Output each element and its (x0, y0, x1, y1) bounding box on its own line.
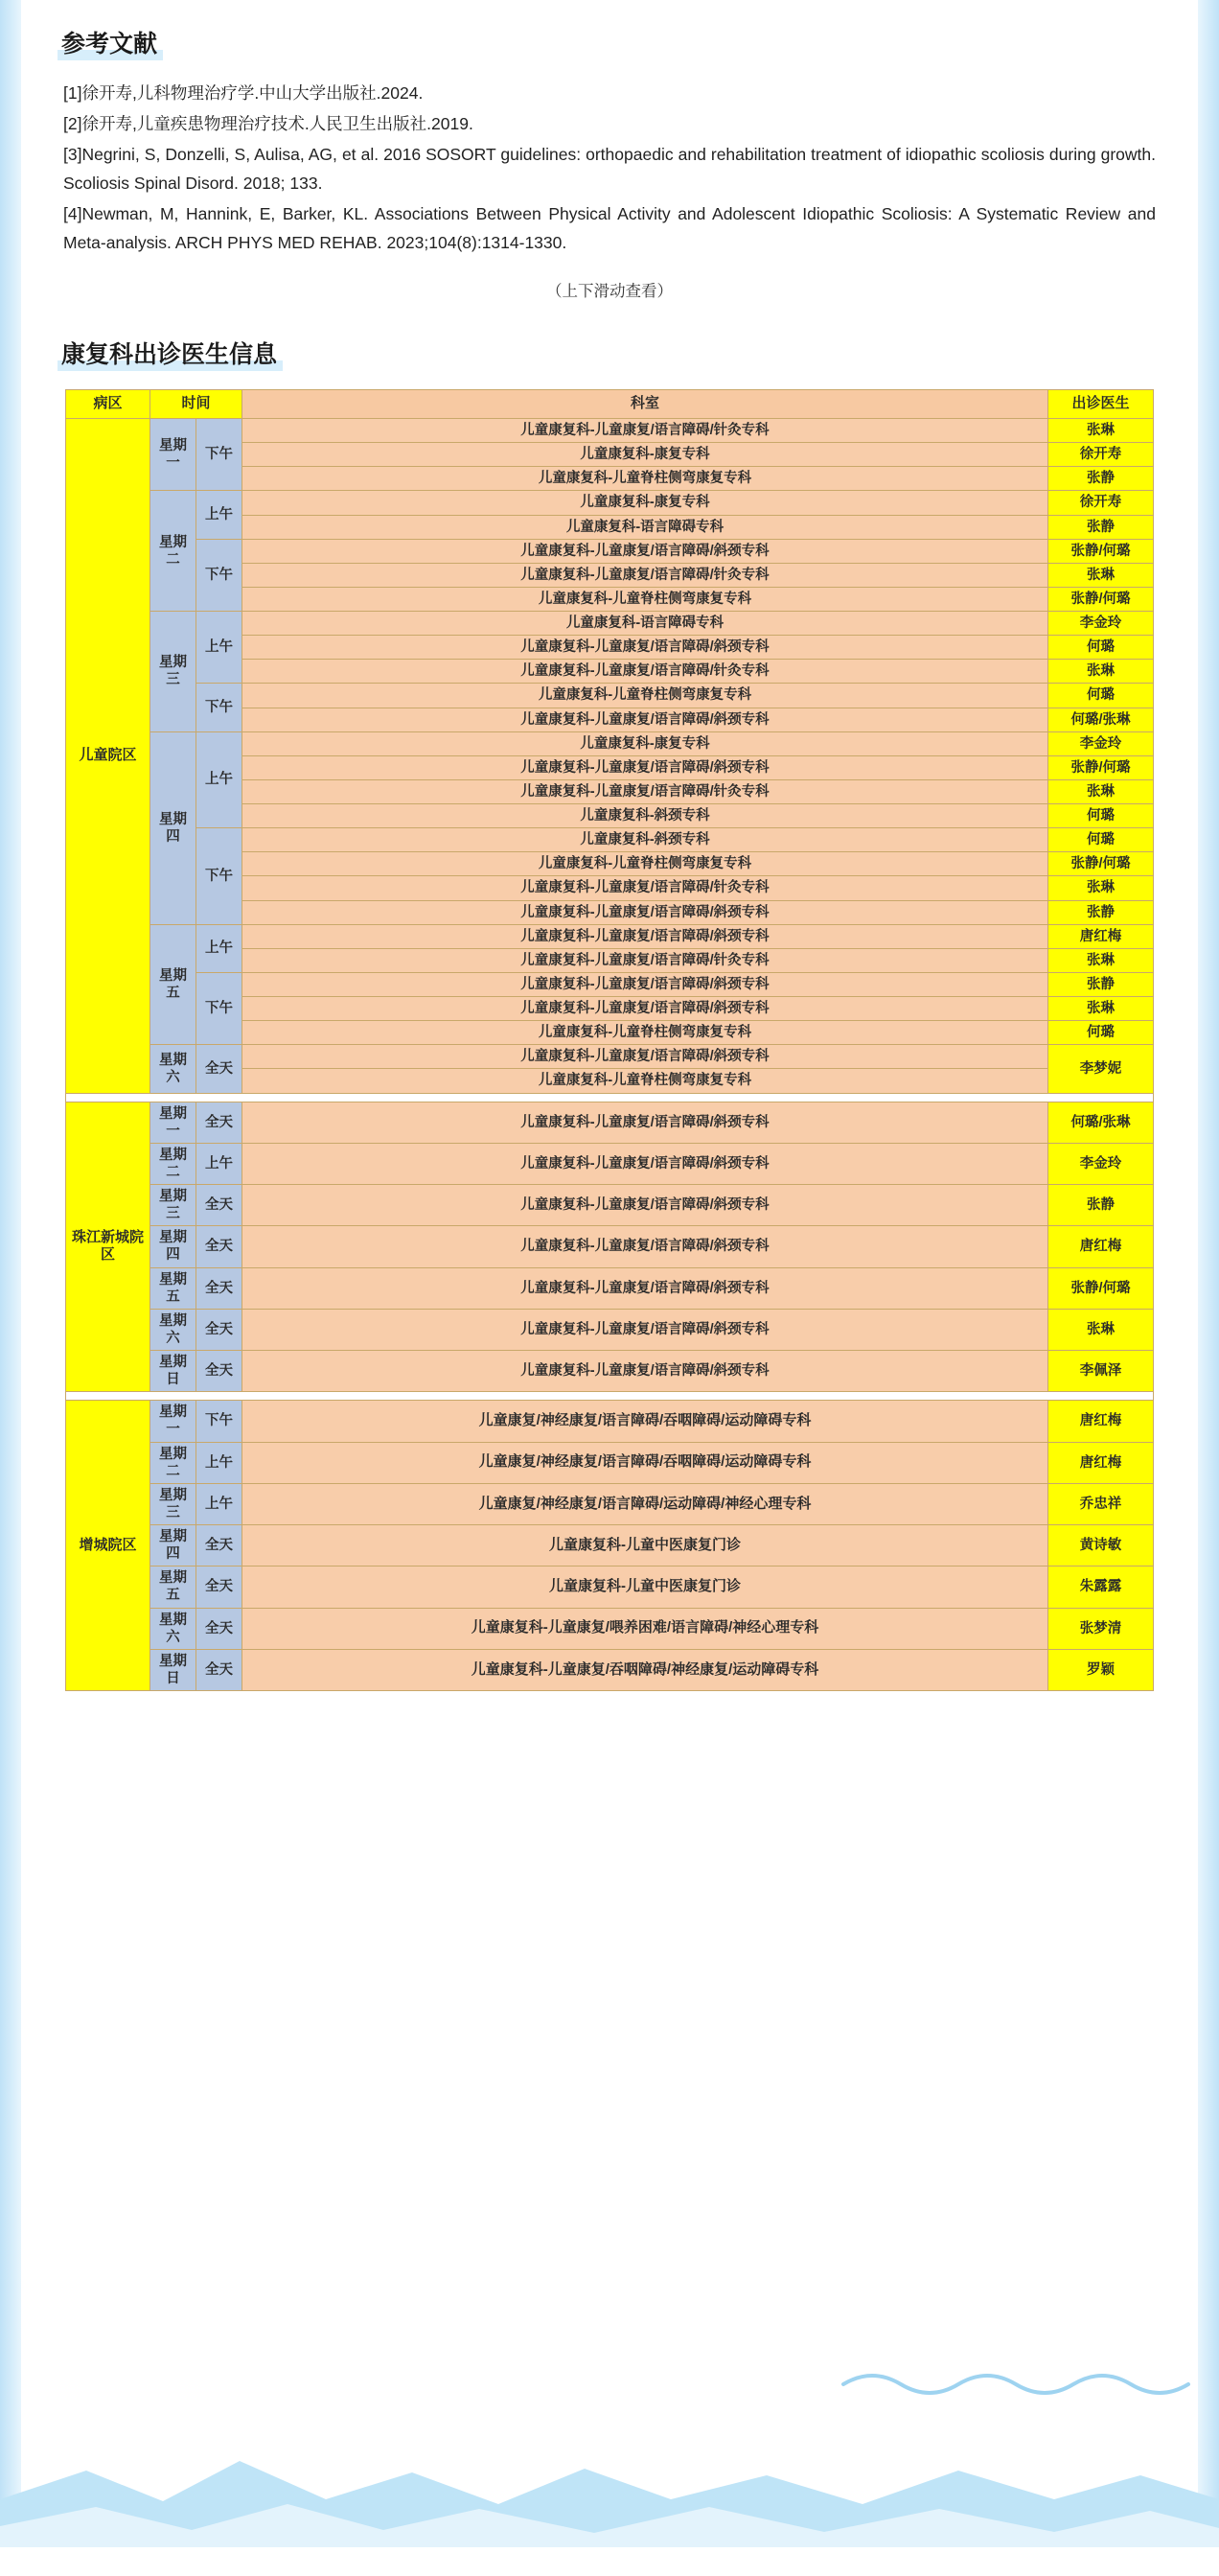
cell-doctor: 唐红梅 (1048, 924, 1154, 948)
cell-doctor: 张静/何璐 (1048, 755, 1154, 779)
cell-half: 上午 (196, 612, 242, 684)
cell-dept: 儿童康复科-儿童康复/语言障碍/斜颈专科 (242, 755, 1048, 779)
cell-doctor: 张琳 (1048, 948, 1154, 972)
cell-day: 星期四 (150, 731, 196, 924)
cell-doctor: 徐开寿 (1048, 443, 1154, 467)
cell-doctor: 何璐 (1048, 684, 1154, 708)
table-group-gap (66, 1392, 1154, 1401)
cell-doctor: 何璐/张琳 (1048, 708, 1154, 731)
cell-doctor: 李梦妮 (1048, 1045, 1154, 1093)
cell-half: 全天 (196, 1649, 242, 1690)
table-row (66, 1045, 1154, 1069)
cell-doctor: 张琳 (1048, 1309, 1154, 1350)
cell-doctor: 张琳 (1048, 563, 1154, 587)
cell-doctor: 唐红梅 (1048, 1401, 1154, 1442)
cell-day: 星期五 (150, 924, 196, 1045)
cell-doctor: 何璐 (1048, 828, 1154, 852)
table-row (66, 491, 1154, 515)
cell-doctor: 徐开寿 (1048, 491, 1154, 515)
cell-half: 全天 (196, 1045, 242, 1093)
cell-doctor: 张静 (1048, 900, 1154, 924)
table-header-row (66, 390, 1154, 419)
cell-doctor: 张静/何璐 (1048, 539, 1154, 563)
schedule-heading: 康复科出诊医生信息 (58, 334, 283, 372)
cell-doctor: 张静/何璐 (1048, 1267, 1154, 1309)
table-row (66, 1483, 1154, 1524)
cell-dept: 儿童康复科-康复专科 (242, 443, 1048, 467)
table-row (66, 1608, 1154, 1649)
cell-dept: 儿童康复科-语言障碍专科 (242, 515, 1048, 539)
cell-day: 星期三 (150, 612, 196, 732)
cell-dept: 儿童康复科-儿童康复/语言障碍/斜颈专科 (242, 636, 1048, 660)
cell-dept: 儿童康复科-儿童康复/语言障碍/斜颈专科 (242, 1143, 1048, 1184)
table-header (66, 390, 1154, 419)
cell-dept: 儿童康复科-儿童康复/语言障碍/斜颈专科 (242, 924, 1048, 948)
cell-dept: 儿童康复科-儿童脊柱侧弯康复专科 (242, 684, 1048, 708)
cell-dept: 儿童康复科-儿童康复/语言障碍/斜颈专科 (242, 1226, 1048, 1267)
cell-doctor: 何璐/张琳 (1048, 1102, 1154, 1143)
cell-dept: 儿童康复科-康复专科 (242, 731, 1048, 755)
cell-dept: 儿童康复科-儿童康复/语言障碍/斜颈专科 (242, 1102, 1048, 1143)
cell-doctor: 李金玲 (1048, 612, 1154, 636)
cell-ward: 增城院区 (66, 1401, 150, 1691)
cell-doctor: 唐红梅 (1048, 1442, 1154, 1483)
col-header-dept: 科室 (242, 390, 1048, 419)
cell-dept: 儿童康复科-斜颈专科 (242, 828, 1048, 852)
cell-half: 下午 (196, 828, 242, 925)
cell-day: 星期日 (150, 1351, 196, 1392)
cell-dept: 儿童康复科-儿童康复/语言障碍/斜颈专科 (242, 900, 1048, 924)
table-row (66, 731, 1154, 755)
cell-ward: 儿童院区 (66, 419, 150, 1094)
cell-day: 星期六 (150, 1045, 196, 1093)
cell-dept: 儿童康复科-儿童康复/语言障碍/针灸专科 (242, 948, 1048, 972)
cell-day: 星期一 (150, 1102, 196, 1143)
cell-dept: 儿童康复科-儿童康复/语言障碍/斜颈专科 (242, 1045, 1048, 1069)
cell-doctor: 张静 (1048, 467, 1154, 491)
cell-half: 下午 (196, 684, 242, 731)
col-header-ward: 病区 (66, 390, 150, 419)
reference-item: [1]徐开寿,儿科物理治疗学.中山大学出版社.2024. (63, 83, 424, 103)
cell-half: 下午 (196, 419, 242, 491)
table-row (66, 1351, 1154, 1392)
cell-dept: 儿童康复科-儿童康复/语言障碍/针灸专科 (242, 660, 1048, 684)
cell-day: 星期二 (150, 1442, 196, 1483)
cell-half: 上午 (196, 1143, 242, 1184)
table-row (66, 612, 1154, 636)
cell-half: 下午 (196, 972, 242, 1044)
cell-doctor: 罗颖 (1048, 1649, 1154, 1690)
cell-doctor: 李金玲 (1048, 1143, 1154, 1184)
references-heading: 参考文献 (58, 23, 163, 61)
cell-doctor: 乔忠祥 (1048, 1483, 1154, 1524)
schedule-table (65, 389, 1154, 1691)
table-row (66, 1566, 1154, 1608)
cell-dept: 儿童康复科-斜颈专科 (242, 804, 1048, 828)
gap-cell (66, 1093, 1154, 1102)
cell-half: 上午 (196, 731, 242, 828)
cell-dept: 儿童康复/神经康复/语言障碍/吞咽障碍/运动障碍专科 (242, 1442, 1048, 1483)
cell-doctor: 李佩泽 (1048, 1351, 1154, 1392)
cell-ward: 珠江新城院区 (66, 1102, 150, 1392)
reference-item: [4]Newman, M, Hannink, E, Barker, KL. Associations Between Physical Activity and Adolescent Idiopathic Scoliosis: A Systematic Review and Meta-analysis. ARCH PHYS MED REHAB. 2023;104(8):1314-1330. (63, 204, 1156, 252)
cell-day: 星期日 (150, 1649, 196, 1690)
cell-doctor: 张琳 (1048, 779, 1154, 803)
cell-half: 下午 (196, 539, 242, 611)
cell-half: 全天 (196, 1267, 242, 1309)
cell-day: 星期三 (150, 1185, 196, 1226)
cell-dept: 儿童康复/神经康复/语言障碍/运动障碍/神经心理专科 (242, 1483, 1048, 1524)
cell-doctor: 何璐 (1048, 636, 1154, 660)
cell-doctor: 何璐 (1048, 1021, 1154, 1045)
cell-dept: 儿童康复科-儿童脊柱侧弯康复专科 (242, 467, 1048, 491)
cell-day: 星期二 (150, 1143, 196, 1184)
cell-half: 全天 (196, 1351, 242, 1392)
cell-doctor: 李金玲 (1048, 731, 1154, 755)
cell-dept: 儿童康复科-儿童康复/语言障碍/针灸专科 (242, 563, 1048, 587)
cell-doctor: 何璐 (1048, 804, 1154, 828)
cell-doctor: 黄诗敏 (1048, 1525, 1154, 1566)
table-row (66, 972, 1154, 996)
col-header-time: 时间 (150, 390, 242, 419)
cell-dept: 儿童康复科-儿童脊柱侧弯康复专科 (242, 1021, 1048, 1045)
cell-dept: 儿童康复科-儿童康复/语言障碍/斜颈专科 (242, 1267, 1048, 1309)
cell-day: 星期二 (150, 491, 196, 612)
reference-item: [2]徐开寿,儿童疾患物理治疗技术.人民卫生出版社.2019. (63, 114, 473, 133)
table-row (66, 684, 1154, 708)
cell-half: 全天 (196, 1102, 242, 1143)
cell-doctor: 张琳 (1048, 876, 1154, 900)
cell-half: 上午 (196, 1483, 242, 1524)
cell-dept: 儿童康复科-儿童康复/语言障碍/针灸专科 (242, 419, 1048, 443)
cell-half: 全天 (196, 1309, 242, 1350)
page-edge-left (0, 0, 21, 2576)
table-row (66, 1143, 1154, 1184)
cell-half: 上午 (196, 1442, 242, 1483)
cell-day: 星期五 (150, 1267, 196, 1309)
col-header-doctor: 出诊医生 (1048, 390, 1154, 419)
cell-dept: 儿童康复科-康复专科 (242, 491, 1048, 515)
cell-half: 全天 (196, 1525, 242, 1566)
table-row (66, 539, 1154, 563)
cell-doctor: 张静 (1048, 1185, 1154, 1226)
cell-dept: 儿童康复科-儿童脊柱侧弯康复专科 (242, 587, 1048, 611)
cell-half: 全天 (196, 1185, 242, 1226)
cell-dept: 儿童康复科-儿童康复/吞咽障碍/神经康复/运动障碍专科 (242, 1649, 1048, 1690)
cell-dept: 儿童康复/神经康复/语言障碍/吞咽障碍/运动障碍专科 (242, 1401, 1048, 1442)
cell-dept: 儿童康复科-儿童中医康复门诊 (242, 1566, 1048, 1608)
cell-dept: 儿童康复科-语言障碍专科 (242, 612, 1048, 636)
table-row (66, 1309, 1154, 1350)
cell-doctor: 张琳 (1048, 660, 1154, 684)
cell-half: 全天 (196, 1566, 242, 1608)
cell-day: 星期三 (150, 1483, 196, 1524)
cell-doctor: 张静/何璐 (1048, 587, 1154, 611)
cell-doctor: 张梦清 (1048, 1608, 1154, 1649)
cell-dept: 儿童康复科-儿童脊柱侧弯康复专科 (242, 852, 1048, 876)
cell-dept: 儿童康复科-儿童中医康复门诊 (242, 1525, 1048, 1566)
cell-doctor: 张静 (1048, 972, 1154, 996)
cell-day: 星期一 (150, 419, 196, 491)
table-row (66, 1102, 1154, 1143)
table-row (66, 828, 1154, 852)
cell-half: 下午 (196, 1401, 242, 1442)
table-body (66, 419, 1154, 1691)
cell-day: 星期一 (150, 1401, 196, 1442)
cell-dept: 儿童康复科-儿童康复/语言障碍/斜颈专科 (242, 708, 1048, 731)
cell-doctor: 朱露露 (1048, 1566, 1154, 1608)
gap-cell (66, 1392, 1154, 1401)
reference-item: [3]Negrini, S, Donzelli, S, Aulisa, AG, et al. 2016 SOSORT guidelines: orthopaedic and rehabilitation treatment of idiopathic scoliosis during growth. Scoliosis Spinal Disord. 2018; 133. (63, 145, 1156, 193)
table-row (66, 924, 1154, 948)
schedule-table-wrapper[interactable] (65, 389, 1154, 1691)
cell-dept: 儿童康复科-儿童康复/语言障碍/针灸专科 (242, 779, 1048, 803)
scroll-hint: （上下滑动查看） (546, 283, 673, 300)
table-row (66, 1185, 1154, 1226)
wave-graphic (0, 2356, 1219, 2576)
table-row (66, 1442, 1154, 1483)
cell-doctor: 张静 (1048, 515, 1154, 539)
references-list (63, 79, 1156, 257)
cell-doctor: 张琳 (1048, 419, 1154, 443)
table-group-gap (66, 1093, 1154, 1102)
cell-half: 上午 (196, 924, 242, 972)
cell-dept: 儿童康复科-儿童康复/语言障碍/针灸专科 (242, 876, 1048, 900)
decorative-waves (0, 2356, 1219, 2576)
table-row (66, 1401, 1154, 1442)
table-row (66, 1226, 1154, 1267)
table-row (66, 1649, 1154, 1690)
table-row (66, 419, 1154, 443)
cell-dept: 儿童康复科-儿童康复/语言障碍/斜颈专科 (242, 1185, 1048, 1226)
cell-dept: 儿童康复科-儿童康复/语言障碍/斜颈专科 (242, 972, 1048, 996)
cell-dept: 儿童康复科-儿童康复/语言障碍/斜颈专科 (242, 1309, 1048, 1350)
cell-day: 星期四 (150, 1525, 196, 1566)
table-row (66, 1267, 1154, 1309)
cell-doctor: 张静/何璐 (1048, 852, 1154, 876)
cell-dept: 儿童康复科-儿童脊柱侧弯康复专科 (242, 1069, 1048, 1093)
cell-doctor: 唐红梅 (1048, 1226, 1154, 1267)
page-content (21, 0, 1198, 1691)
cell-day: 星期四 (150, 1226, 196, 1267)
page-edge-right (1198, 0, 1219, 2576)
cell-dept: 儿童康复科-儿童康复/语言障碍/斜颈专科 (242, 1351, 1048, 1392)
cell-half: 全天 (196, 1226, 242, 1267)
cell-half: 上午 (196, 491, 242, 539)
cell-day: 星期六 (150, 1309, 196, 1350)
cell-day: 星期五 (150, 1566, 196, 1608)
cell-doctor: 张琳 (1048, 997, 1154, 1021)
cell-half: 全天 (196, 1608, 242, 1649)
cell-dept: 儿童康复科-儿童康复/语言障碍/斜颈专科 (242, 539, 1048, 563)
cell-dept: 儿童康复科-儿童康复/喂养困难/语言障碍/神经心理专科 (242, 1608, 1048, 1649)
cell-day: 星期六 (150, 1608, 196, 1649)
table-row (66, 1525, 1154, 1566)
cell-dept: 儿童康复科-儿童康复/语言障碍/斜颈专科 (242, 997, 1048, 1021)
